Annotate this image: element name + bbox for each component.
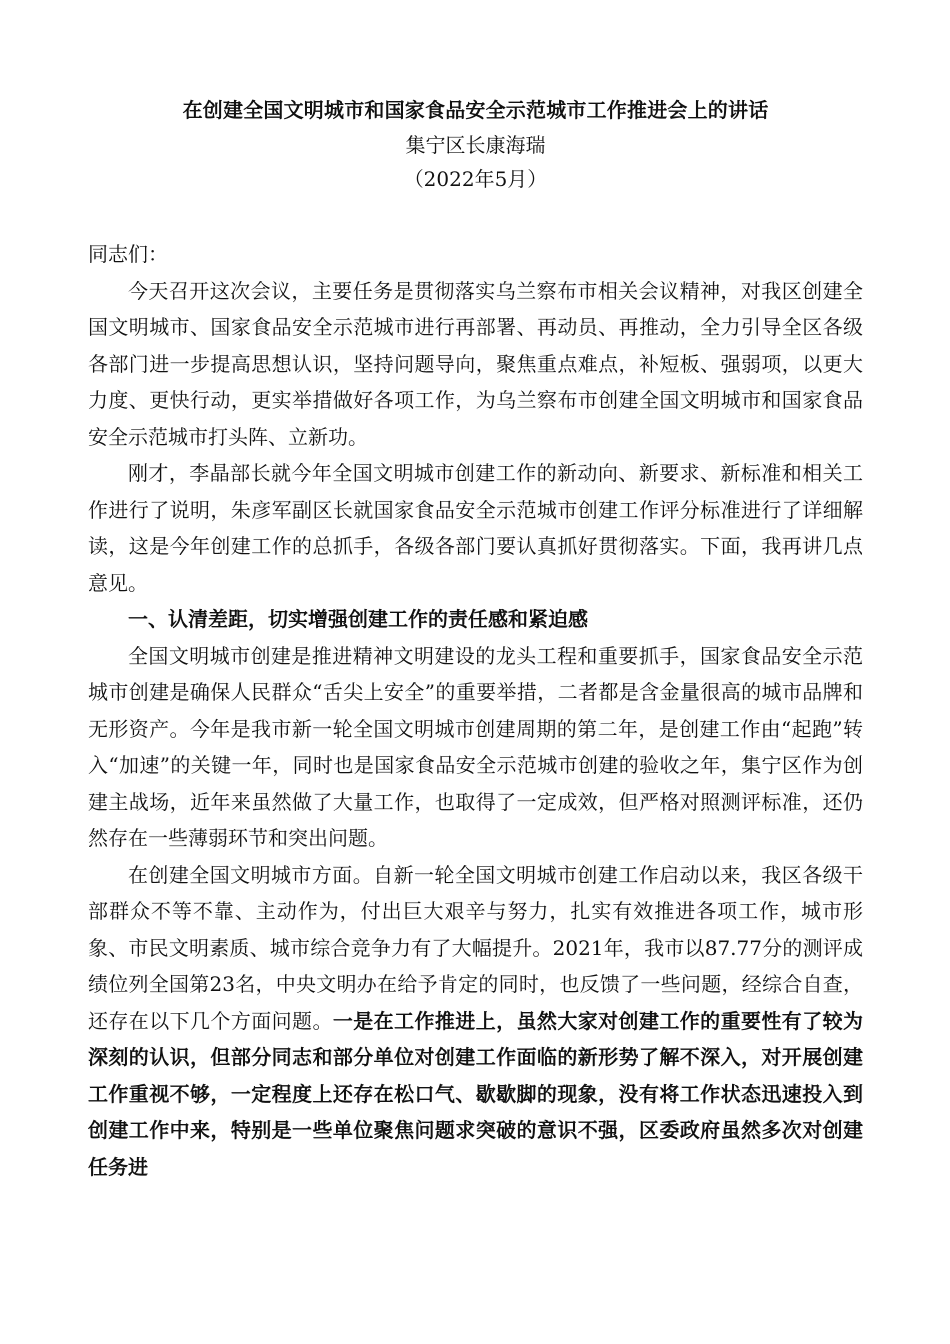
paragraph-intro: 今天召开这次会议，主要任务是贯彻落实乌兰察布市相关会议精神，对我区创建全国文明城市、国家食品安全示范城市进行再部署、再动员、再推动，全力引导全区各级各部门进一步提高思想认识，坚持问题导向，聚焦重点难点，补短板、强弱项，以更大力度、更快行动，更实举措做好各项工作，为乌兰察布市创建全国文明城市和国家食品安全示范城市打头阵、立新功。	[88, 278, 863, 449]
paragraph-civilized-city-text: 在创建全国文明城市方面。自新一轮全国文明城市创建工作启动以来，我区各级干部群众不等不靠、主动作为，付出巨大艰辛与努力，扎实有效推进各项工作，城市形象、市民文明素质、城市综合竞争力有了大幅提升。2021年，我市以87.77分的测评成绩位列全国第23名，中央文明办在给予肯定的同时，也反馈了一些问题，经综合自查，还存在以下几个方面问题。	[88, 862, 863, 1033]
section-heading-1: 一、认清差距，切实增强创建工作的责任感和紧迫感	[128, 607, 588, 631]
paragraph-summary: 刚才，李晶部长就今年全国文明城市创建工作的新动向、新要求、新标准和相关工作进行了说明，朱彦军副区长就国家食品安全示范城市创建工作评分标准进行了详细解读，这是今年创建工作的总抓手，各级各部门要认真抓好贯彻落实。下面，我再讲几点意见。	[88, 461, 863, 595]
salutation: 同志们：	[88, 242, 168, 266]
paragraph-section1-intro: 全国文明城市创建是推进精神文明建设的龙头工程和重要抓手，国家食品安全示范城市创建是确保人民群众“舌尖上安全”的重要举措，二者都是含金量很高的城市品牌和无形资产。今年是我市新一轮全国文明城市创建周期的第二年，是创建工作由“起跑”转入“加速”的关键一年，同时也是国家食品安全示范城市创建的验收之年，集宁区作为创建主战场，近年来虽然做了大量工作，也取得了一定成效，但严格对照测评标准，还仍然存在一些薄弱环节和突出问题。	[88, 643, 863, 850]
document-page	[88, 92, 863, 1185]
document-title: 在创建全国文明城市和国家食品安全示范城市工作推进会上的讲话	[182, 98, 769, 122]
paragraph-civilized-city	[88, 857, 863, 1186]
document-date: （2022年5月）	[403, 167, 548, 191]
document-author: 集宁区长康海瑞	[405, 133, 546, 157]
paragraph-civilized-city-bold-text: 一是在工作推进上，虽然大家对创建工作的重要性有了较为深刻的认识，但部分同志和部分单位对创建工作面临的新形势了解不深入，对开展创建工作重视不够，一定程度上还存在松口气、歇歇脚的现象，没有将工作状态迅速投入到创建工作中来，特别是一些单位聚焦问题求突破的意识不强，区委政府虽然多次对创建任务进	[88, 1008, 864, 1179]
